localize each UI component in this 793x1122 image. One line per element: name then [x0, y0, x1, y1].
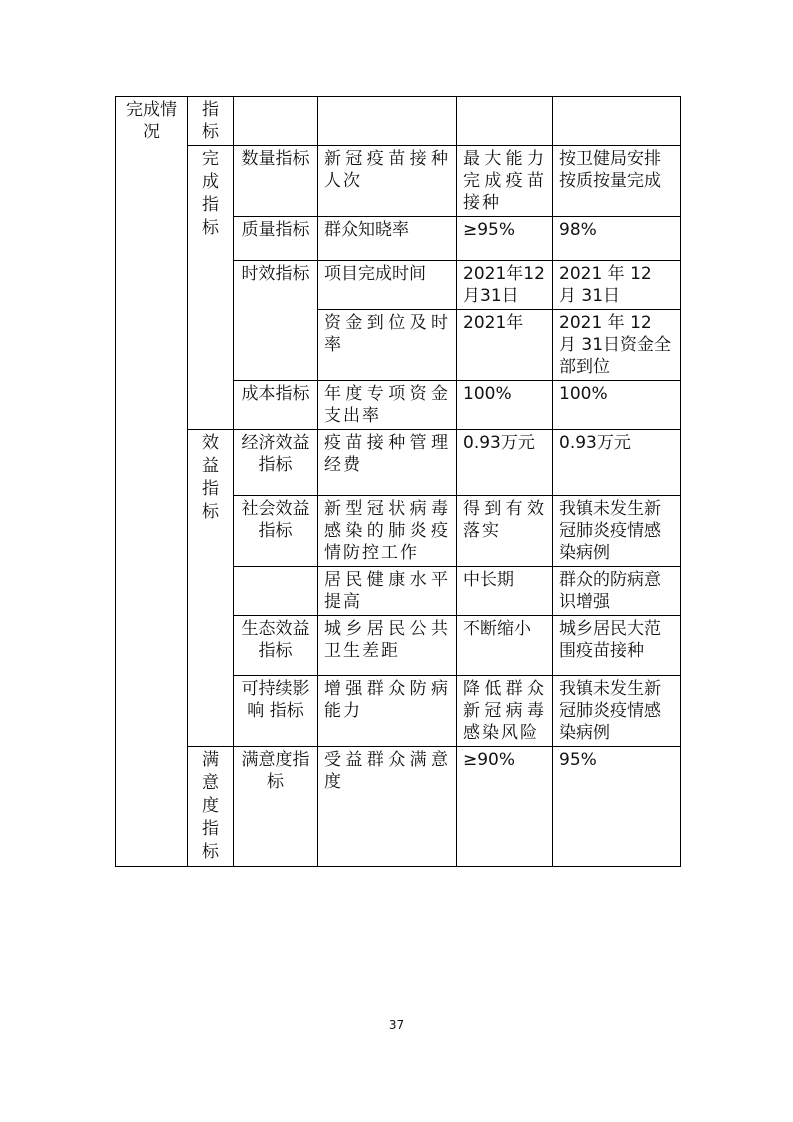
- target-value: 2021年12月31日: [457, 261, 553, 310]
- page-number: 37: [388, 1018, 405, 1032]
- actual-value: 我镇未发生新冠肺炎疫情感染病例: [553, 676, 681, 747]
- indicator-item: 增强群众防病能力: [318, 676, 457, 747]
- sub-indicator: 时效指标: [234, 261, 318, 381]
- target-value: ≥90%: [457, 747, 553, 867]
- actual-value: 2021 年 12 月 31日资金全部到位: [553, 310, 681, 381]
- indicator-item: 疫苗接种管理经费: [318, 430, 457, 496]
- indicator-item: 城乡居民公共卫生差距: [318, 616, 457, 676]
- indicator-item: 资金到位及时率: [318, 310, 457, 381]
- group-label-satisfaction: 满意度指标: [188, 747, 234, 867]
- indicator-item: 居民健康水平提高: [318, 567, 457, 616]
- actual-value: 0.93万元: [553, 430, 681, 496]
- indicator-item: 群众知晓率: [318, 217, 457, 261]
- indicator-item: 受益群众满意度: [318, 747, 457, 867]
- sub-indicator: 社会效益指标: [234, 496, 318, 567]
- target-value: 中长期: [457, 567, 553, 616]
- target-value: 降低群众新冠病毒感染风险: [457, 676, 553, 747]
- group-label-benefit: 效益指标: [188, 430, 234, 747]
- indicator-item: 新型冠状病毒感染的肺炎疫情防控工作: [318, 496, 457, 567]
- target-value: 最大能力完成疫苗接种: [457, 146, 553, 217]
- sub-indicator: 数量指标: [234, 146, 318, 217]
- indicator-item: 年度专项资金支出率: [318, 381, 457, 430]
- table-header-row: [116, 97, 681, 146]
- table-row: [116, 146, 681, 217]
- target-value: ≥95%: [457, 217, 553, 261]
- target-value: 2021年: [457, 310, 553, 381]
- actual-value: 100%: [553, 381, 681, 430]
- actual-value: 2021 年 12 月 31日: [553, 261, 681, 310]
- group-label-completion: 完成指标: [188, 146, 234, 430]
- actual-value: 98%: [553, 217, 681, 261]
- target-value: 不断缩小: [457, 616, 553, 676]
- sub-indicator: 质量指标: [234, 217, 318, 261]
- target-value: 得到有效落实: [457, 496, 553, 567]
- indicator-item: 项目完成时间: [318, 261, 457, 310]
- empty-cell: [234, 97, 318, 146]
- sub-indicator-empty: [234, 567, 318, 616]
- sub-indicator: 生态效益指标: [234, 616, 318, 676]
- sub-indicator: 成本指标: [234, 381, 318, 430]
- target-value: 0.93万元: [457, 430, 553, 496]
- empty-cell: [553, 97, 681, 146]
- actual-value: 群众的防病意识增强: [553, 567, 681, 616]
- performance-table: [115, 96, 681, 867]
- section-label: 完成情况: [116, 97, 188, 867]
- sub-indicator: 经济效益 指标: [234, 430, 318, 496]
- actual-value: 我镇未发生新冠肺炎疫情感染病例: [553, 496, 681, 567]
- table-row: [116, 747, 681, 867]
- sub-indicator: 满意度指标: [234, 747, 318, 867]
- actual-value: 城乡居民大范围疫苗接种: [553, 616, 681, 676]
- empty-cell: [457, 97, 553, 146]
- sub-indicator: 可持续影响 指标: [234, 676, 318, 747]
- header-indicator-cell: 指标: [188, 97, 234, 146]
- target-value: 100%: [457, 381, 553, 430]
- indicator-item: 新冠疫苗接种人次: [318, 146, 457, 217]
- table-row: [116, 430, 681, 496]
- actual-value: 95%: [553, 747, 681, 867]
- actual-value: 按卫健局安排按质按量完成: [553, 146, 681, 217]
- empty-cell: [318, 97, 457, 146]
